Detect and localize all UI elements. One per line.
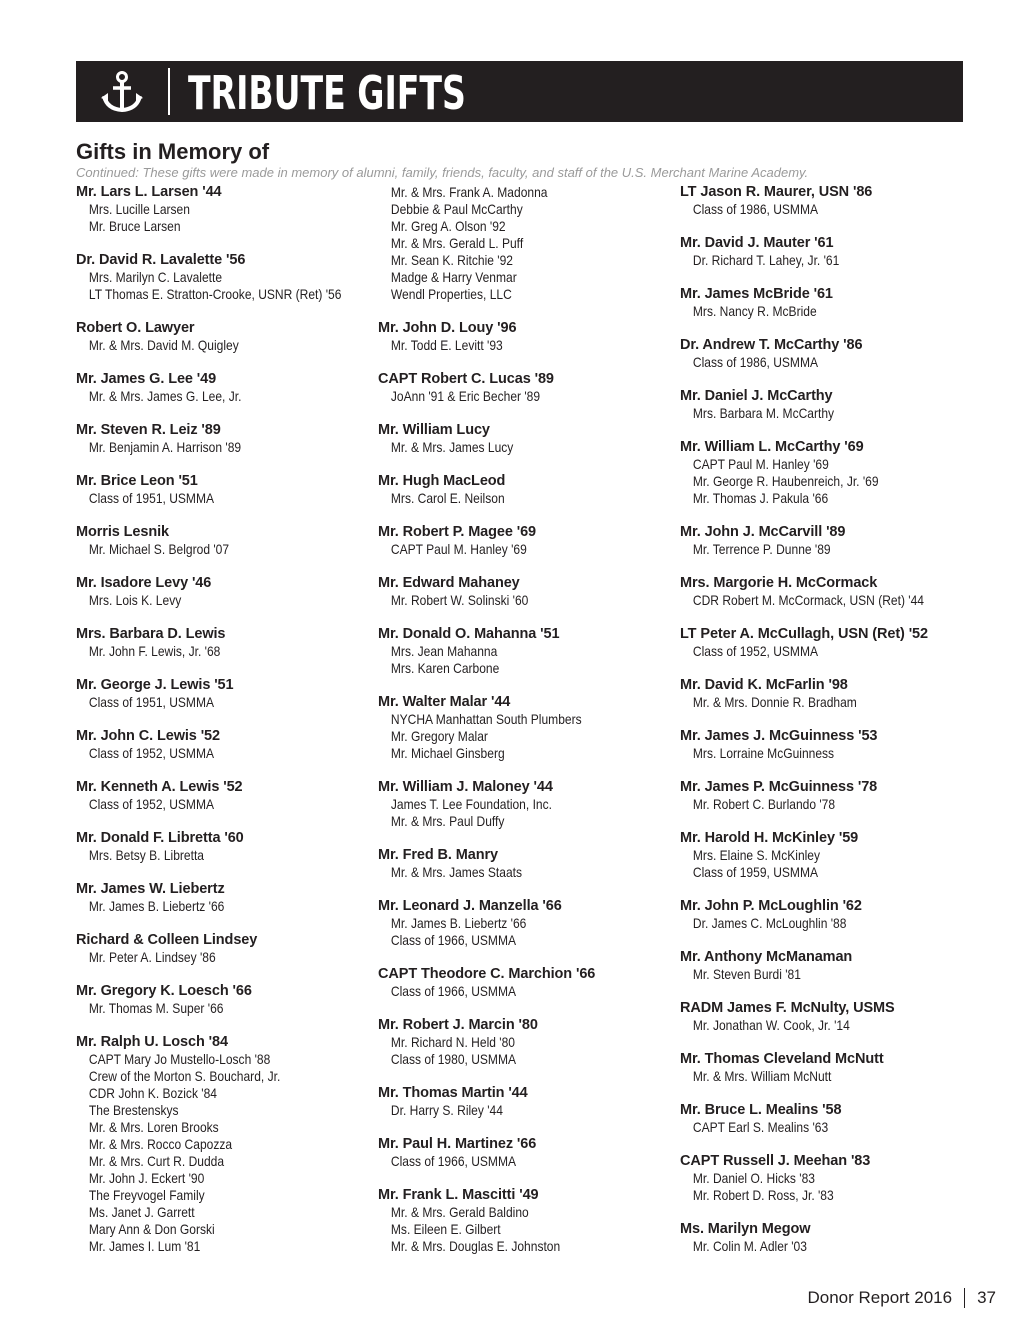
honoree-name: Mr. Bruce L. Mealins '58 [680,1102,842,1118]
donor-name: Mrs. Elaine S. McKinley [692,847,821,863]
tribute-entry [76,830,376,864]
donor-name: Mr. Steven Burdi '81 [692,966,801,982]
honoree-name: Mr. James P. McGuinness '78 [680,779,878,795]
donor-name: Mrs. Nancy R. McBride [692,303,817,319]
honoree-name: CAPT Russell J. Meehan '83 [680,1153,871,1169]
honoree-name: Ms. Marilyn Megow [680,1221,811,1237]
donor-name: Class of 1986, USMMA [692,354,819,370]
donor-name: Crew of the Morton S. Bouchard, Jr. [88,1068,281,1084]
donor-name: CDR Robert M. McCormack, USN (Ret) '44 [692,592,924,608]
tribute-entry [378,524,678,558]
honoree-name: Mr. James W. Liebertz [76,881,225,897]
honoree-name: Richard & Colleen Lindsey [76,932,258,948]
honoree-name: Mr. George J. Lewis '51 [76,677,234,693]
donor-name: Mr. & Mrs. Frank A. Madonna [390,184,548,200]
anchor-icon [76,61,168,122]
donor-name: Mr. Sean K. Ritchie '92 [390,252,513,268]
honoree-name: Mr. Lars L. Larsen '44 [76,184,222,200]
tribute-entry [378,1017,678,1068]
honoree-name: Mrs. Barbara D. Lewis [76,626,226,642]
tribute-entry [680,898,980,932]
tribute-entry [680,184,980,218]
tribute-entry [76,881,376,915]
tribute-entry [680,337,980,371]
tribute-entry [680,439,980,507]
donor-name: Mr. & Mrs. Loren Brooks [88,1119,219,1135]
tribute-entry [378,898,678,949]
donor-name: Mr. George R. Haubenreich, Jr. '69 [692,473,879,489]
tribute-entry [680,1000,980,1034]
donor-name: CAPT Paul M. Hanley '69 [390,541,527,557]
honoree-name: Mr. John P. McLoughlin '62 [680,898,862,914]
honoree-name: Mr. William Lucy [378,422,490,438]
donor-name: The Brestenskys [88,1102,179,1118]
honoree-name: CAPT Robert C. Lucas '89 [378,371,554,387]
section-subtitle: Continued: These gifts were made in memory of alumni, family, friends, faculty, and staff of the U.S. Merchant Marine Academy. [76,165,809,180]
tribute-entry [378,847,678,881]
page-footer [807,1288,996,1308]
tribute-entry [378,473,678,507]
tribute-entry [680,1153,980,1204]
tribute-entry [378,966,678,1000]
tribute-entry [680,728,980,762]
tribute-entry [76,1034,376,1255]
tribute-entry [378,779,678,830]
honoree-name: Mr. James McBride '61 [680,286,833,302]
tribute-entry [76,575,376,609]
donor-name: Mr. Todd E. Levitt '93 [390,337,503,353]
tribute-entry [680,575,980,609]
donor-name: Mr. Terrence P. Dunne '89 [692,541,831,557]
donor-name: Mr. & Mrs. Paul Duffy [390,813,505,829]
section-title: Gifts in Memory of [76,139,270,164]
tribute-entry [378,422,678,456]
tribute-entry [76,252,376,303]
donor-name: Ms. Eileen E. Gilbert [390,1221,501,1237]
donor-name: Mr. Colin M. Adler '03 [692,1238,807,1254]
donor-name: NYCHA Manhattan South Plumbers [390,711,582,727]
honoree-name: Mr. Walter Malar '44 [378,694,511,710]
donor-name: James T. Lee Foundation, Inc. [390,796,552,812]
donor-name: JoAnn '91 & Eric Becher '89 [390,388,541,404]
column-3 [680,184,980,1272]
honoree-name: Mr. Paul H. Martinez '66 [378,1136,537,1152]
tribute-entry [378,626,678,677]
honoree-name: Mr. Ralph U. Losch '84 [76,1034,228,1050]
donor-name: Mr. James B. Liebertz '66 [88,898,225,914]
donor-name: Mrs. Carol E. Neilson [390,490,505,506]
tribute-entry [378,320,678,354]
honoree-name: CAPT Theodore C. Marchion '66 [378,966,596,982]
donor-name: Class of 1966, USMMA [390,983,517,999]
donor-name: Mrs. Jean Mahanna [390,643,498,659]
honoree-name: LT Peter A. McCullagh, USN (Ret) '52 [680,626,928,642]
donor-name: Dr. Harry S. Riley '44 [390,1102,503,1118]
tribute-entry [76,779,376,813]
donor-name: Class of 1966, USMMA [390,1153,517,1169]
honoree-name: Mr. Robert P. Magee '69 [378,524,537,540]
tribute-entry [76,422,376,456]
tribute-entry [378,1085,678,1119]
tribute-entry [378,1136,678,1170]
donor-name: Class of 1952, USMMA [88,796,215,812]
donor-name: Mrs. Lucille Larsen [88,201,190,217]
honoree-name: Dr. Andrew T. McCarthy '86 [680,337,863,353]
donor-name: Mr. Jonathan W. Cook, Jr. '14 [692,1017,850,1033]
donor-name: Class of 1980, USMMA [390,1051,517,1067]
honoree-name: Mr. John D. Louy '96 [378,320,517,336]
honoree-name: Mr. Daniel J. McCarthy [680,388,833,404]
donor-name: Mr. & Mrs. Douglas E. Johnston [390,1238,561,1254]
header-banner [76,61,963,122]
donor-name: Class of 1952, USMMA [88,745,215,761]
donor-name: Class of 1959, USMMA [692,864,819,880]
honoree-name: Mr. Isadore Levy '46 [76,575,212,591]
donor-name: Mr. Daniel O. Hicks '83 [692,1170,815,1186]
tribute-entry [76,371,376,405]
donor-name: Mr. & Mrs. James Staats [390,864,523,880]
column-1 [76,184,376,1272]
tribute-entry [680,1102,980,1136]
honoree-name: Mrs. Margorie H. McCormack [680,575,878,591]
honoree-name: Mr. Kenneth A. Lewis '52 [76,779,243,795]
donor-name: Class of 1986, USMMA [692,201,819,217]
honoree-name: Mr. James J. McGuinness '53 [680,728,878,744]
donor-name: Mrs. Karen Carbone [390,660,500,676]
honoree-name: Mr. Frank L. Mascitti '49 [378,1187,539,1203]
honoree-name: Mr. Leonard J. Manzella '66 [378,898,562,914]
tribute-entry [76,983,376,1017]
honoree-name: Mr. Donald F. Libretta '60 [76,830,244,846]
tribute-entry [680,286,980,320]
donor-name: The Freyvogel Family [88,1187,205,1203]
publication-name: Donor Report 2016 [807,1288,953,1307]
donor-name: Mr. James I. Lum '81 [88,1238,201,1254]
honoree-name: Mr. Gregory K. Loesch '66 [76,983,252,999]
honoree-name: Morris Lesnik [76,524,169,540]
honoree-name: Mr. William L. McCarthy '69 [680,439,864,455]
honoree-name: Mr. Fred B. Manry [378,847,498,863]
donor-name: Ms. Janet J. Garrett [88,1204,195,1220]
donor-name: Mr. Gregory Malar [390,728,488,744]
donor-name: Mr. & Mrs. Donnie R. Bradham [692,694,857,710]
donor-name: Mr. Benjamin A. Harrison '89 [88,439,242,455]
donor-name: Mary Ann & Don Gorski [88,1221,215,1237]
tribute-entry [76,473,376,507]
donor-name: Mrs. Lois K. Levy [88,592,182,608]
banner-title: TRIBUTE GIFTS [188,66,466,120]
donor-name: Mr. Michael S. Belgrod '07 [88,541,230,557]
honoree-name: Mr. David J. Mauter '61 [680,235,834,251]
honoree-name: LT Jason R. Maurer, USN '86 [680,184,873,200]
donor-name: Mr. John J. Eckert '90 [88,1170,205,1186]
donor-name: Mrs. Barbara M. McCarthy [692,405,835,421]
donor-name: Mr. Peter A. Lindsey '86 [88,949,216,965]
honoree-name: Mr. David K. McFarlin '98 [680,677,848,693]
donor-name: Mr. & Mrs. Rocco Capozza [88,1136,233,1152]
donor-name: Class of 1966, USMMA [390,932,517,948]
donor-name: Mrs. Betsy B. Libretta [88,847,204,863]
honoree-name: RADM James F. McNulty, USMS [680,1000,895,1016]
donor-name: Mrs. Lorraine McGuinness [692,745,835,761]
donor-name: Mr. & Mrs. James G. Lee, Jr. [88,388,242,404]
donor-name: Mr. Bruce Larsen [88,218,181,234]
donor-name: Mr. Robert C. Burlando '78 [692,796,836,812]
tribute-entry [378,184,678,303]
donor-name: Mr. & Mrs. Gerald Baldino [390,1204,529,1220]
donor-name: Class of 1952, USMMA [692,643,819,659]
donor-name: Dr. Richard T. Lahey, Jr. '61 [692,252,840,268]
honoree-name: Mr. Brice Leon '51 [76,473,198,489]
honoree-name: Mr. Robert J. Marcin '80 [378,1017,538,1033]
tribute-entry [680,677,980,711]
donor-name: CAPT Mary Jo Mustello-Losch '88 [88,1051,271,1067]
tribute-entry [378,694,678,762]
honoree-name: Robert O. Lawyer [76,320,195,336]
honoree-name: Mr. Thomas Martin '44 [378,1085,528,1101]
tribute-entry [680,388,980,422]
page-number: 37 [977,1288,996,1307]
tribute-entry [680,830,980,881]
honoree-name: Mr. Thomas Cleveland McNutt [680,1051,884,1067]
donor-name: Mr. John F. Lewis, Jr. '68 [88,643,221,659]
honoree-name: Mr. Steven R. Leiz '89 [76,422,221,438]
honoree-name: Mr. Hugh MacLeod [378,473,506,489]
donor-name: Mr. Thomas J. Pakula '66 [692,490,829,506]
donor-name: Mr. & Mrs. James Lucy [390,439,514,455]
donor-name: Mr. & Mrs. William McNutt [692,1068,832,1084]
donor-name: CDR John K. Bozick '84 [88,1085,218,1101]
donor-name: Mr. & Mrs. David M. Quigley [88,337,239,353]
donor-name: LT Thomas E. Stratton-Crooke, USNR (Ret) '56 [88,286,342,302]
tribute-entry [378,1187,678,1255]
donor-name: Mr. James B. Liebertz '66 [390,915,527,931]
donor-name: Mr. Richard N. Held '80 [390,1034,515,1050]
banner-divider [168,68,170,115]
donor-name: Mr. Robert D. Ross, Jr. '83 [692,1187,834,1203]
donor-name: Class of 1951, USMMA [88,694,215,710]
donor-name: Mr. Greg A. Olson '92 [390,218,506,234]
donor-name: Mr. Michael Ginsberg [390,745,505,761]
donor-name: CAPT Paul M. Hanley '69 [692,456,829,472]
tribute-entry [378,575,678,609]
tribute-entry [76,677,376,711]
tribute-entry [680,524,980,558]
donor-name: Mr. Robert W. Solinski '60 [390,592,529,608]
honoree-name: Mr. Anthony McManaman [680,949,853,965]
tribute-entry [76,184,376,235]
donor-name: CAPT Earl S. Mealins '63 [692,1119,829,1135]
tribute-entry [680,949,980,983]
honoree-name: Mr. James G. Lee '49 [76,371,217,387]
donor-name: Debbie & Paul McCarthy [390,201,523,217]
honoree-name: Mr. John J. McCarvill '89 [680,524,846,540]
donor-name: Madge & Harry Venmar [390,269,517,285]
column-2 [378,184,678,1272]
tribute-entry [680,626,980,660]
donor-name: Class of 1951, USMMA [88,490,215,506]
tribute-entry [76,524,376,558]
tribute-entry [76,626,376,660]
tribute-entry [76,320,376,354]
donor-name: Mr. & Mrs. Gerald L. Puff [390,235,524,251]
honoree-name: Mr. Edward Mahaney [378,575,520,591]
honoree-name: Dr. David R. Lavalette '56 [76,252,246,268]
donor-name: Wendl Properties, LLC [390,286,512,302]
tribute-entry [680,1051,980,1085]
tribute-entry [680,235,980,269]
tribute-entry [76,728,376,762]
honoree-name: Mr. William J. Maloney '44 [378,779,553,795]
tribute-entry [76,932,376,966]
donor-name: Dr. James C. McLoughlin '88 [692,915,847,931]
donor-name: Mr. & Mrs. Curt R. Dudda [88,1153,225,1169]
tribute-entry [680,1221,980,1255]
tribute-entry [378,371,678,405]
tribute-entry [680,779,980,813]
donor-name: Mrs. Marilyn C. Lavalette [88,269,223,285]
donor-name: Mr. Thomas M. Super '66 [88,1000,224,1016]
footer-divider [964,1288,965,1308]
honoree-name: Mr. Harold H. McKinley '59 [680,830,859,846]
honoree-name: Mr. John C. Lewis '52 [76,728,220,744]
honoree-name: Mr. Donald O. Mahanna '51 [378,626,560,642]
